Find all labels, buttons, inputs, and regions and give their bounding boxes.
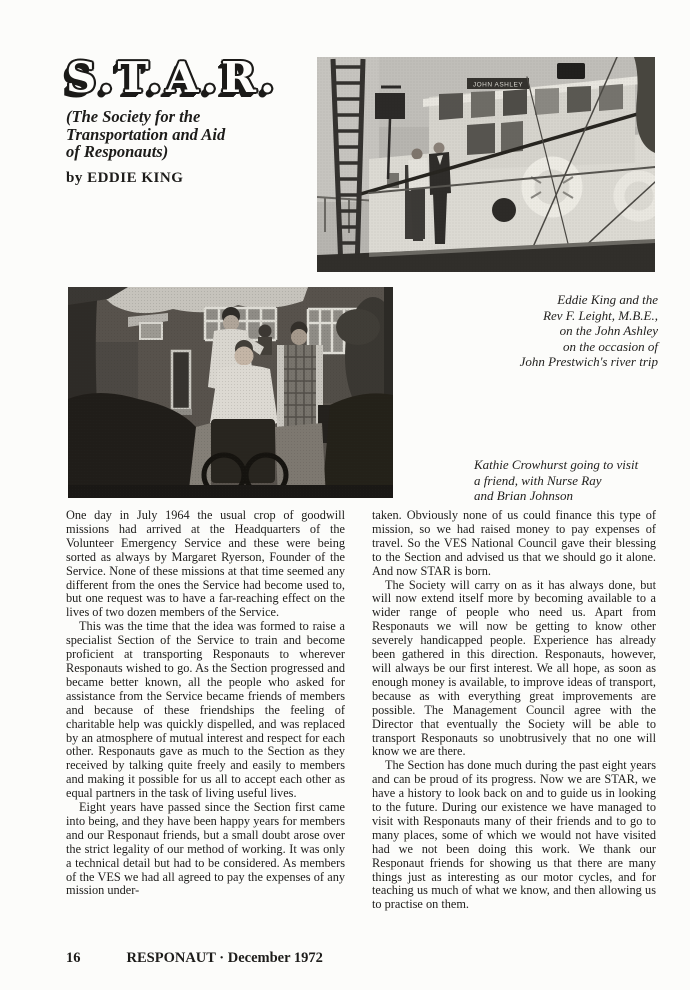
caption-line: a friend, with Nurse Ray — [474, 472, 602, 488]
caption-line: and Brian Johnson — [474, 488, 573, 504]
page-number: 16 — [66, 950, 81, 966]
paragraph: Eight years have passed since the Section first came into being, and they have been happy years for members and our Responaut friends, but a small doubt arose over the strict legality of our method of working. It was only a technical detail but had to be considered. As members of the VES we had all agreed to pay the expenses of any mission under- — [66, 800, 345, 898]
caption-line: Eddie King and the — [557, 292, 658, 307]
article-subtitle — [66, 108, 316, 161]
subtitle-line: of Responauts) — [66, 142, 169, 161]
subtitle-line: Transportation and Aid — [66, 124, 226, 144]
caption-line: on the John Ashley — [559, 323, 658, 339]
wheelchair-photo — [68, 287, 393, 498]
journal-name: RESPONAUT · December 1972 — [126, 950, 323, 966]
caption-line: on the occasion of — [563, 338, 658, 354]
wheelchair-photo-illustration — [68, 287, 393, 498]
boat-photo-illustration — [317, 57, 655, 272]
body-column-right — [372, 509, 656, 912]
caption-line: Rev F. Leight, M.B.E., — [543, 307, 658, 323]
body-column-left — [66, 509, 345, 898]
paragraph: This was the time that the idea was formed to raise a specialist Section of the Service to train and become proficient at transporting Responauts to wherever Responauts wished to go. As the Section progressed and became better known, all the people who asked for assistance from the Service became friends of members and because of these friendships the feeling of charitable help was quickly dispelled, and was replaced by an atmosphere of mutual interest and respect for each other. Responauts gave as much to the Section as they received by talking quite freely and easily to members and making it possible for us all to accept each other as equal partners in the task of living useful lives. — [66, 619, 345, 801]
page-footer — [66, 950, 323, 967]
subtitle-line: (The Society for the — [66, 107, 201, 126]
visit-photo-caption — [474, 457, 670, 504]
caption-line: John Prestwich's river trip — [519, 354, 658, 370]
paragraph: The Society will carry on as it has always done, but will now extend itself more by becoming available to a wider range of people who need us. Apart from Responauts we will now be getting to know other severely handicapped people. Experience has already been gathered in this direction. Responauts, however, will always be our first interest. We all hope, as soon as enough money is available, to improve ideas of transport, because as with everything great improvements are possible. The Management Council agree with the Director that eventually the Society will be able to transport Responauts so unobtrusively that no one will know we are there. — [372, 577, 656, 759]
boat-photo — [317, 57, 655, 272]
caption-line: Kathie Crowhurst going to visit — [474, 457, 639, 472]
paragraph: taken. Obviously none of us could finance this type of mission, so we had raised money to pay expenses of travel. So the VES National Council gave their blessing to the Section and advised us that we should go it alone. And now STAR is born. — [372, 508, 656, 578]
boat-photo-caption — [379, 292, 658, 370]
article-title: S.T.A.R. — [66, 53, 279, 102]
paragraph: The Section has done much during the past eight years and can be proud of its progress. Now we are STAR, we have a history to look back on and to guide us in looking to the future. During our existence we have managed to visit with Responauts many of their friends and to go to many places, some of which we would not have visited had we not been doing this work. We thank our Responaut friends for showing us that there are many things just as interesting as our motor cycles, and for teaching us much of what we know, and then allowing us to practise on them. — [372, 758, 656, 912]
paragraph: One day in July 1964 the usual crop of goodwill missions had arrived at the Headquarters of the Volunteer Emergency Service and these were being sorted as always by Margaret Ryerson, Founder of the Service. None of these missions at that time seemed any different from the ones the Service had become used to, but one request was to have a far-reaching effect on the lives of two dozen members of the Service. — [66, 508, 345, 620]
byline: by EDDIE KING — [66, 170, 184, 186]
